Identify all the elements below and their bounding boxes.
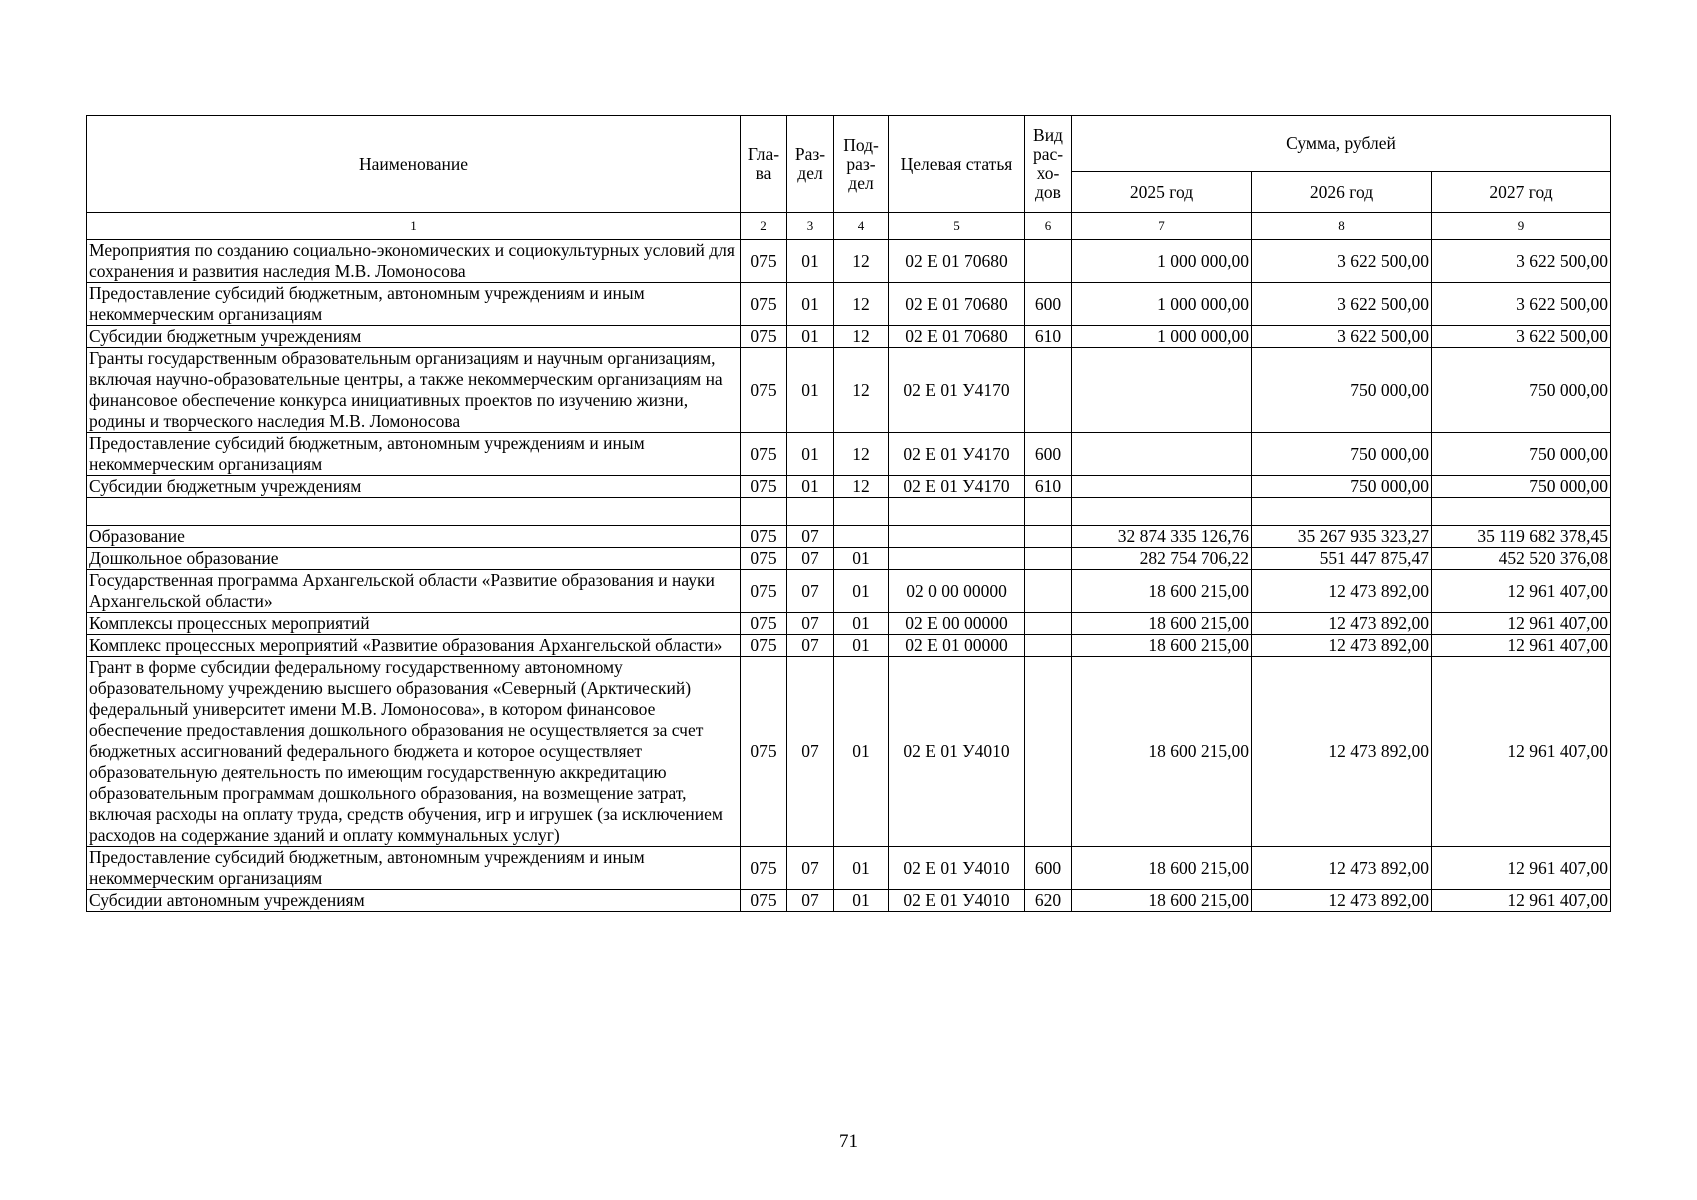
row-sum-2026: 12 473 892,00 — [1252, 635, 1432, 657]
table-row — [87, 240, 1611, 283]
row-razdel: 01 — [787, 348, 834, 433]
row-name: Субсидии бюджетным учреждениям — [87, 326, 741, 348]
header-sum: Сумма, рублей — [1072, 116, 1611, 172]
row-sum-2026: 12 473 892,00 — [1252, 847, 1432, 890]
row-sum-2026: 12 473 892,00 — [1252, 657, 1432, 847]
row-sum-2025 — [1072, 476, 1252, 498]
table-row — [87, 613, 1611, 635]
row-name: Гранты государственным образовательным организациям и научным организациям, включая научно-образовательные центры, а также некоммерческим организациям на финансовое обеспечение конкурса инициативных проектов по изучению жизни, родины и творческого наследия М.В. Ломоносова — [87, 348, 741, 433]
row-target-article — [889, 526, 1025, 548]
row-glava: 075 — [741, 348, 787, 433]
column-number: 2 — [741, 213, 787, 240]
row-name: Государственная программа Архангельской области «Развитие образования и науки Архангельской области» — [87, 570, 741, 613]
table-row — [87, 326, 1611, 348]
row-razdel: 07 — [787, 657, 834, 847]
row-razdel: 01 — [787, 283, 834, 326]
row-glava: 075 — [741, 570, 787, 613]
row-sum-2026: 35 267 935 323,27 — [1252, 526, 1432, 548]
row-sum-2027: 750 000,00 — [1432, 476, 1611, 498]
row-podrazdel: 01 — [834, 890, 889, 912]
row-expense-type: 600 — [1025, 433, 1072, 476]
row-sum-2027: 12 961 407,00 — [1432, 613, 1611, 635]
row-sum-2026: 750 000,00 — [1252, 348, 1432, 433]
row-podrazdel — [834, 498, 889, 526]
row-name — [87, 498, 741, 526]
row-sum-2027: 12 961 407,00 — [1432, 635, 1611, 657]
row-target-article: 02 Е 01 70680 — [889, 283, 1025, 326]
row-expense-type — [1025, 348, 1072, 433]
row-sum-2025 — [1072, 348, 1252, 433]
row-expense-type: 600 — [1025, 847, 1072, 890]
table-row — [87, 476, 1611, 498]
row-target-article — [889, 548, 1025, 570]
header-razdel: Раз-дел — [787, 116, 834, 213]
page-number: 71 — [839, 1131, 858, 1152]
row-sum-2027: 3 622 500,00 — [1432, 240, 1611, 283]
row-glava: 075 — [741, 240, 787, 283]
column-number: 3 — [787, 213, 834, 240]
row-razdel: 07 — [787, 548, 834, 570]
column-number: 4 — [834, 213, 889, 240]
row-sum-2026: 12 473 892,00 — [1252, 570, 1432, 613]
table-row — [87, 890, 1611, 912]
row-glava — [741, 498, 787, 526]
row-name: Мероприятия по созданию социально-экономических и социокультурных условий для сохранения и развития наследия М.В. Ломоносова — [87, 240, 741, 283]
row-sum-2026: 3 622 500,00 — [1252, 240, 1432, 283]
row-razdel: 07 — [787, 890, 834, 912]
row-name: Субсидии бюджетным учреждениям — [87, 476, 741, 498]
table-row — [87, 847, 1611, 890]
row-target-article: 02 Е 01 У4010 — [889, 847, 1025, 890]
header-year-2026: 2026 год — [1252, 172, 1432, 213]
row-name: Комплекс процессных мероприятий «Развитие образования Архангельской области» — [87, 635, 741, 657]
row-sum-2027 — [1432, 498, 1611, 526]
header-year-2027: 2027 год — [1432, 172, 1611, 213]
row-sum-2027: 3 622 500,00 — [1432, 326, 1611, 348]
row-expense-type — [1025, 548, 1072, 570]
row-podrazdel: 12 — [834, 283, 889, 326]
row-sum-2027: 12 961 407,00 — [1432, 890, 1611, 912]
row-expense-type — [1025, 240, 1072, 283]
row-podrazdel: 01 — [834, 657, 889, 847]
row-expense-type — [1025, 613, 1072, 635]
row-sum-2027: 750 000,00 — [1432, 433, 1611, 476]
row-target-article: 02 Е 01 70680 — [889, 326, 1025, 348]
row-name: Комплексы процессных мероприятий — [87, 613, 741, 635]
row-podrazdel: 12 — [834, 433, 889, 476]
table-row — [87, 498, 1611, 526]
row-sum-2025: 282 754 706,22 — [1072, 548, 1252, 570]
row-razdel: 01 — [787, 240, 834, 283]
header-target-article: Целевая статья — [889, 116, 1025, 213]
row-glava: 075 — [741, 613, 787, 635]
table-header — [87, 116, 1611, 240]
row-podrazdel: 12 — [834, 326, 889, 348]
row-glava: 075 — [741, 283, 787, 326]
header-podrazdel: Под-раз-дел — [834, 116, 889, 213]
row-podrazdel: 12 — [834, 348, 889, 433]
row-glava: 075 — [741, 548, 787, 570]
row-sum-2025: 18 600 215,00 — [1072, 890, 1252, 912]
row-target-article: 02 Е 01 70680 — [889, 240, 1025, 283]
row-sum-2026 — [1252, 498, 1432, 526]
row-sum-2027: 12 961 407,00 — [1432, 657, 1611, 847]
row-target-article: 02 Е 01 00000 — [889, 635, 1025, 657]
row-sum-2026: 12 473 892,00 — [1252, 890, 1432, 912]
row-target-article: 02 Е 01 У4170 — [889, 348, 1025, 433]
table-row — [87, 433, 1611, 476]
row-expense-type: 610 — [1025, 476, 1072, 498]
row-target-article: 02 Е 00 00000 — [889, 613, 1025, 635]
header-name: Наименование — [87, 116, 741, 213]
row-sum-2027: 750 000,00 — [1432, 348, 1611, 433]
row-expense-type — [1025, 570, 1072, 613]
row-sum-2026: 551 447 875,47 — [1252, 548, 1432, 570]
row-name: Предоставление субсидий бюджетным, автономным учреждениям и иным некоммерческим организациям — [87, 847, 741, 890]
row-sum-2025 — [1072, 433, 1252, 476]
table-row — [87, 635, 1611, 657]
row-podrazdel: 12 — [834, 240, 889, 283]
row-glava: 075 — [741, 635, 787, 657]
row-razdel: 01 — [787, 326, 834, 348]
row-sum-2025: 1 000 000,00 — [1072, 240, 1252, 283]
row-razdel: 07 — [787, 570, 834, 613]
row-glava: 075 — [741, 847, 787, 890]
row-glava: 075 — [741, 890, 787, 912]
row-expense-type: 610 — [1025, 326, 1072, 348]
column-number: 8 — [1252, 213, 1432, 240]
row-target-article — [889, 498, 1025, 526]
column-number: 5 — [889, 213, 1025, 240]
column-number: 1 — [87, 213, 741, 240]
row-razdel — [787, 498, 834, 526]
row-sum-2026: 12 473 892,00 — [1252, 613, 1432, 635]
row-glava: 075 — [741, 433, 787, 476]
row-name: Образование — [87, 526, 741, 548]
row-name: Субсидии автономным учреждениям — [87, 890, 741, 912]
row-razdel: 01 — [787, 433, 834, 476]
row-podrazdel: 01 — [834, 847, 889, 890]
row-sum-2025: 18 600 215,00 — [1072, 847, 1252, 890]
row-sum-2027: 452 520 376,08 — [1432, 548, 1611, 570]
row-target-article: 02 Е 01 У4010 — [889, 890, 1025, 912]
budget-table — [86, 115, 1611, 912]
table-row — [87, 548, 1611, 570]
row-sum-2025: 18 600 215,00 — [1072, 570, 1252, 613]
row-target-article: 02 Е 01 У4170 — [889, 433, 1025, 476]
row-glava: 075 — [741, 526, 787, 548]
table-row — [87, 526, 1611, 548]
row-podrazdel: 12 — [834, 476, 889, 498]
table-row — [87, 657, 1611, 847]
row-sum-2026: 3 622 500,00 — [1252, 326, 1432, 348]
row-sum-2025: 1 000 000,00 — [1072, 283, 1252, 326]
row-name: Предоставление субсидий бюджетным, автономным учреждениям и иным некоммерческим организациям — [87, 283, 741, 326]
row-razdel: 01 — [787, 476, 834, 498]
row-sum-2025: 18 600 215,00 — [1072, 657, 1252, 847]
row-podrazdel: 01 — [834, 635, 889, 657]
header-glava: Гла-ва — [741, 116, 787, 213]
row-expense-type: 620 — [1025, 890, 1072, 912]
row-podrazdel: 01 — [834, 570, 889, 613]
row-sum-2027: 12 961 407,00 — [1432, 570, 1611, 613]
row-target-article: 02 0 00 00000 — [889, 570, 1025, 613]
column-number: 7 — [1072, 213, 1252, 240]
column-number-row — [87, 213, 1611, 240]
row-sum-2025: 32 874 335 126,76 — [1072, 526, 1252, 548]
table-body — [87, 240, 1611, 912]
header-expense-type: Вид рас-хо-дов — [1025, 116, 1072, 213]
column-number: 6 — [1025, 213, 1072, 240]
row-sum-2025: 18 600 215,00 — [1072, 613, 1252, 635]
row-sum-2027: 3 622 500,00 — [1432, 283, 1611, 326]
row-razdel: 07 — [787, 613, 834, 635]
row-expense-type — [1025, 635, 1072, 657]
row-razdel: 07 — [787, 847, 834, 890]
row-glava: 075 — [741, 476, 787, 498]
row-name: Предоставление субсидий бюджетным, автономным учреждениям и иным некоммерческим организациям — [87, 433, 741, 476]
row-expense-type — [1025, 498, 1072, 526]
table-row — [87, 570, 1611, 613]
row-glava: 075 — [741, 657, 787, 847]
row-sum-2026: 750 000,00 — [1252, 433, 1432, 476]
row-target-article: 02 Е 01 У4170 — [889, 476, 1025, 498]
row-sum-2025: 18 600 215,00 — [1072, 635, 1252, 657]
row-podrazdel — [834, 526, 889, 548]
row-name: Грант в форме субсидии федеральному государственному автономному образовательному учреждению высшего образования «Северный (Арктический) федеральный университет имени М.В. Ломоносова», в котором финансовое обеспечение предоставления дошкольного образования не осуществляется за счет бюджетных ассигнований федерального бюджета и которое осуществляет образовательную деятельность по имеющим государственную аккредитацию образовательным программам дошкольного образования, на возмещение затрат, включая расходы на оплату труда, средств обучения, игр и игрушек (за исключением расходов на содержание зданий и оплату коммунальных услуг) — [87, 657, 741, 847]
row-sum-2026: 3 622 500,00 — [1252, 283, 1432, 326]
row-razdel: 07 — [787, 526, 834, 548]
row-sum-2025 — [1072, 498, 1252, 526]
row-expense-type — [1025, 657, 1072, 847]
row-target-article: 02 Е 01 У4010 — [889, 657, 1025, 847]
table-row — [87, 283, 1611, 326]
row-sum-2025: 1 000 000,00 — [1072, 326, 1252, 348]
row-glava: 075 — [741, 326, 787, 348]
row-sum-2027: 12 961 407,00 — [1432, 847, 1611, 890]
row-expense-type — [1025, 526, 1072, 548]
row-expense-type: 600 — [1025, 283, 1072, 326]
row-sum-2027: 35 119 682 378,45 — [1432, 526, 1611, 548]
header-year-2025: 2025 год — [1072, 172, 1252, 213]
row-podrazdel: 01 — [834, 613, 889, 635]
column-number: 9 — [1432, 213, 1611, 240]
table-row — [87, 348, 1611, 433]
row-podrazdel: 01 — [834, 548, 889, 570]
row-razdel: 07 — [787, 635, 834, 657]
row-sum-2026: 750 000,00 — [1252, 476, 1432, 498]
row-name: Дошкольное образование — [87, 548, 741, 570]
